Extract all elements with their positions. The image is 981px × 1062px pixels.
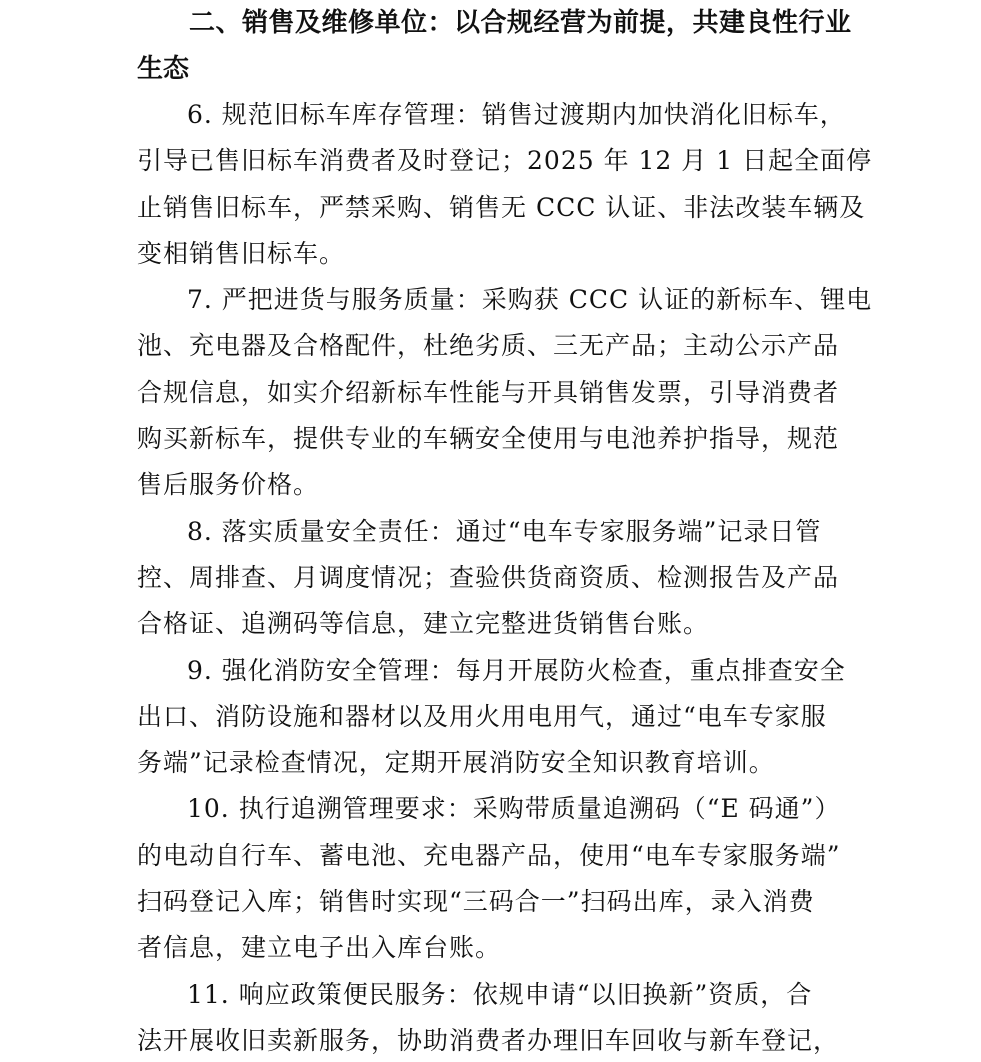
document-body xyxy=(137,0,873,1062)
paragraph-line: 8. 落实质量安全责任：通过“电车专家服务端”记录日管 xyxy=(187,516,822,546)
paragraph-line: 控、周排查、月调度情况；查验供货商资质、检测报告及产品 xyxy=(137,562,840,592)
paragraph-line: 变相销售旧标车。 xyxy=(137,238,346,268)
paragraph-item-7 xyxy=(137,277,873,508)
paragraph-item-11 xyxy=(137,972,857,1062)
paragraph-line: 止销售旧标车，严禁采购、销售无 CCC 认证、非法改装车辆及 xyxy=(137,192,866,222)
paragraph-item-8 xyxy=(137,509,857,648)
section-heading xyxy=(137,0,857,92)
paragraph-item-10 xyxy=(137,786,857,971)
paragraph-line: 者信息，建立电子出入库台账。 xyxy=(137,933,502,963)
paragraph-line: 的电动自行车、蓄电池、充电器产品，使用“电车专家服务端” xyxy=(137,840,841,870)
paragraph-line: 法开展收旧卖新服务，协助消费者办理旧车回收与新车登记， xyxy=(137,1025,840,1055)
paragraph-line: 池、充电器及合格配件，杜绝劣质、三无产品；主动公示产品 xyxy=(137,331,840,361)
paragraph-line: 7. 严把进货与服务质量：采购获 CCC 认证的新标车、锂电 xyxy=(187,285,873,315)
paragraph-item-9 xyxy=(137,648,857,787)
paragraph-line: 合规信息，如实介绍新标车性能与开具销售发票，引导消费者 xyxy=(137,377,840,407)
paragraph-line: 售后服务价格。 xyxy=(137,470,320,500)
paragraph-line: 出口、消防设施和器材以及用火用电用气，通过“电车专家服 xyxy=(137,701,827,731)
section-heading-line-1: 二、销售及维修单位：以合规经营为前提，共建良性行业 xyxy=(189,8,852,38)
paragraph-line: 务端”记录检查情况，定期开展消防安全知识教育培训。 xyxy=(137,748,775,778)
paragraph-line: 合格证、追溯码等信息，建立完整进货销售台账。 xyxy=(137,609,710,639)
paragraph-item-6 xyxy=(137,92,873,277)
paragraph-line: 10. 执行追溯管理要求：采购带质量追溯码（“E 码通”） xyxy=(187,794,841,824)
paragraph-line: 11. 响应政策便民服务：依规申请“以旧换新”资质，合 xyxy=(187,979,813,1009)
paragraph-line: 9. 强化消防安全管理：每月开展防火检查，重点排查安全 xyxy=(187,655,846,685)
paragraph-line: 引导已售旧标车消费者及时登记；2025 年 12 月 1 日起全面停 xyxy=(137,146,873,176)
paragraph-line: 购买新标车，提供专业的车辆安全使用与电池养护指导，规范 xyxy=(137,424,840,454)
section-heading-line-2: 生态 xyxy=(137,54,190,84)
paragraph-line: 6. 规范旧标车库存管理：销售过渡期内加快消化旧标车， xyxy=(187,100,846,129)
paragraph-line: 扫码登记入库；销售时实现“三码合一”扫码出库，录入消费 xyxy=(137,887,815,917)
